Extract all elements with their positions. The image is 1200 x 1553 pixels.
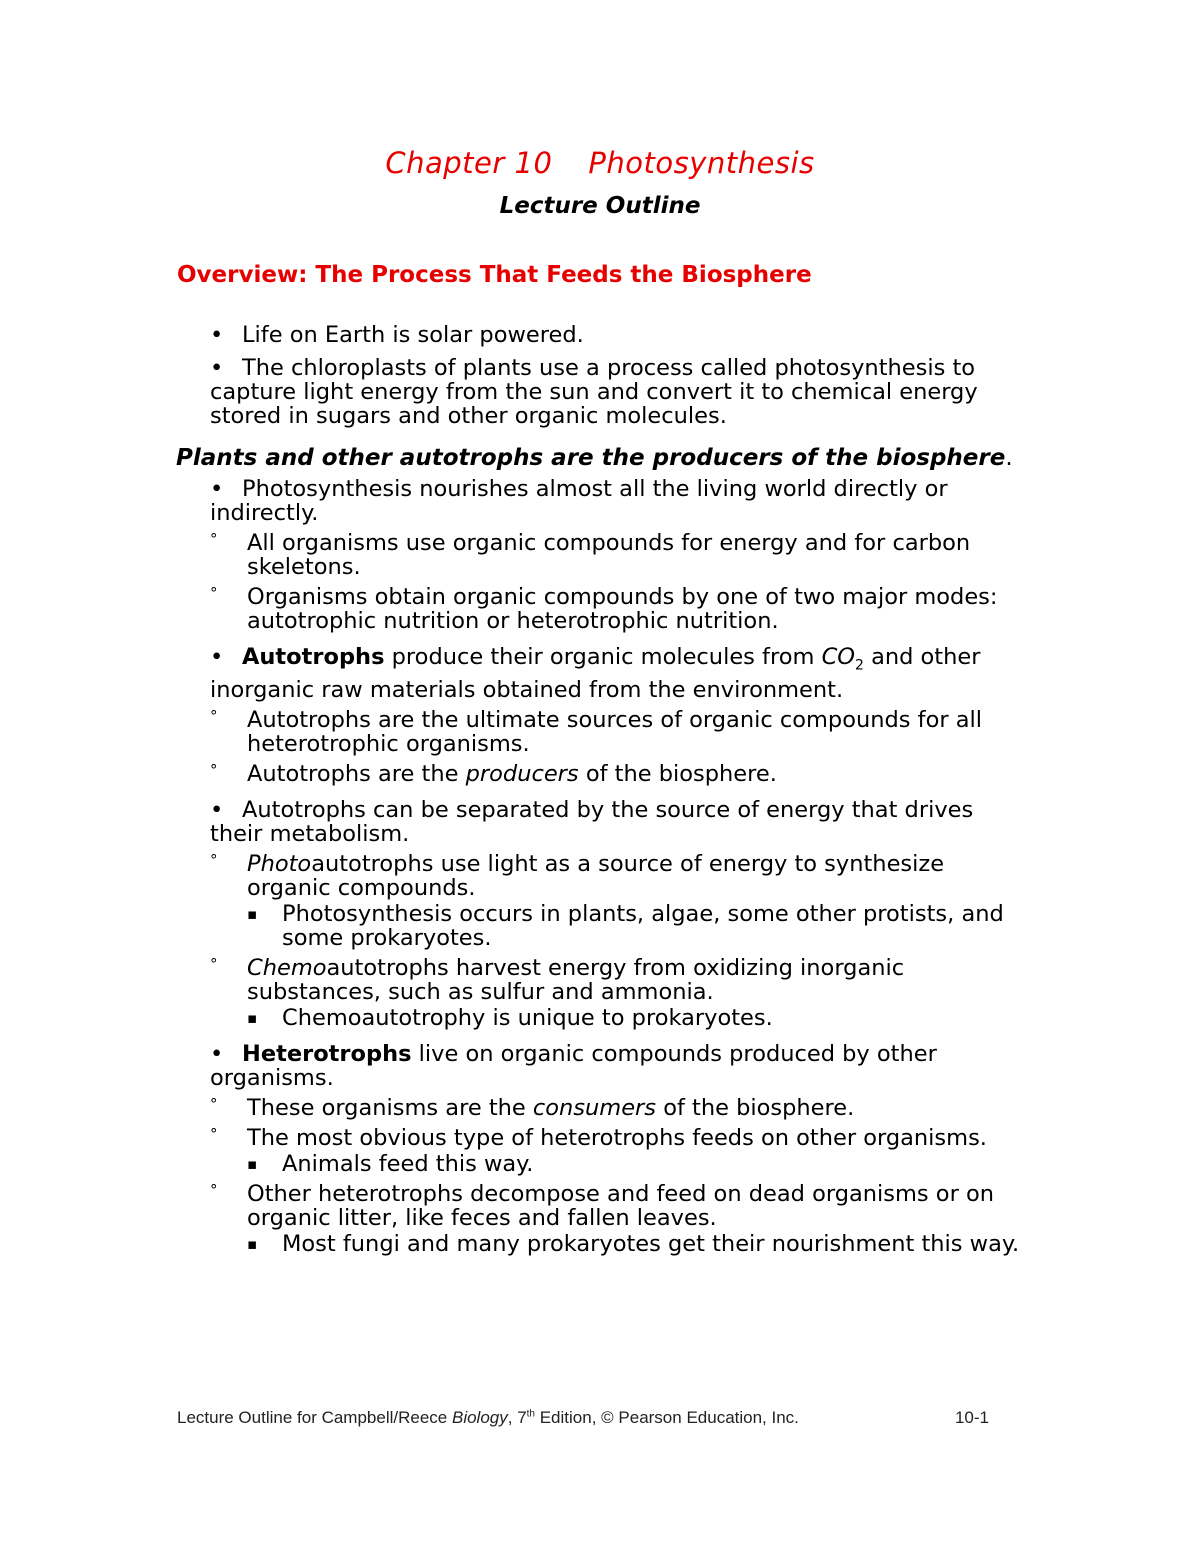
intro-bullet-1: • Life on Earth is solar powered. <box>210 322 584 348</box>
sub-bullet-mark: ° <box>210 706 218 725</box>
sub-bullet: ° Organisms obtain organic compounds by one of two major modes: autotrophic nutrition or heterotrophic nutrition. <box>210 581 1030 633</box>
bullet-mark: • <box>210 322 224 348</box>
sub-sub-bullet: ▪ Chemoautotrophy is unique to prokaryotes. <box>247 1004 773 1031</box>
square-bullet-mark: ▪ <box>247 1234 258 1253</box>
outline-body <box>176 322 1030 1257</box>
term-autotrophs: Autotrophs <box>242 644 385 670</box>
sub-bullet-mark: ° <box>210 954 218 973</box>
bullet-mark: • <box>210 476 224 502</box>
sub-sub-bullet: ▪ Photosynthesis occurs in plants, algae, some other protists, and some prokaryotes. <box>247 900 1004 951</box>
bullet-autotrophs: • Autotrophs produce their organic molecules from $CO_2$ and other inorganic raw materials obtained from the environment. <box>210 644 981 703</box>
subtitle: Lecture Outline <box>499 193 701 219</box>
square-bullet-mark: ▪ <box>247 1008 258 1027</box>
sub-bullet-mark: ° <box>210 1094 218 1113</box>
book-title: Biology <box>451 1408 508 1427</box>
sub-bullet-mark: ° <box>210 584 218 602</box>
sub-sub-bullet: ▪ Animals feed this way. <box>247 1150 534 1177</box>
square-bullet-mark: ▪ <box>247 904 258 923</box>
square-bullet-mark: ▪ <box>247 1154 258 1173</box>
sub-bullet: ° Chemoautotrophs harvest energy from oxidizing inorganic substances, such as sulfur and ammonia. <box>210 952 1030 1004</box>
bullet-mark: • <box>210 1040 224 1067</box>
intro-bullet-2: • The chloroplasts of plants use a process called photosynthesis to capture light energy from the sun and convert it to chemical energy stored in sugars and other organic molecules. <box>210 355 978 429</box>
concept-heading: Plants and other autotrophs are the producers of the biosphere. <box>176 445 1013 471</box>
page-number: 10-1 <box>954 1408 989 1427</box>
bullet-mark: • <box>210 796 224 823</box>
term-heterotrophs: Heterotrophs <box>242 1040 412 1067</box>
sub-bullet: ° The most obvious type of heterotrophs feeds on other organisms. <box>210 1122 1030 1150</box>
bullet-heterotrophs: • Heterotrophs live on organic compounds produced by other organisms. <box>210 1040 937 1091</box>
bullet-energy-source: • Autotrophs can be separated by the source of energy that drives their metabolism. <box>210 796 974 847</box>
sub-bullet: ° Photoautotrophs use light as a source of energy to synthesize organic compounds. <box>210 848 1030 900</box>
sub-bullet-mark: ° <box>210 1180 218 1199</box>
sub-bullet-mark: ° <box>210 530 218 548</box>
section-heading: Overview: The Process That Feeds the Biosphere <box>177 262 812 288</box>
sub-bullet: ° These organisms are the consumers of the biosphere. <box>210 1092 1030 1120</box>
sub-bullet-mark: ° <box>210 1124 218 1143</box>
sub-bullet: ° Autotrophs are the ultimate sources of organic compounds for all heterotrophic organisms. <box>210 704 1030 756</box>
sub-bullet: ° Other heterotrophs decompose and feed on dead organisms or on organic litter, like feces and fallen leaves. <box>210 1178 1030 1230</box>
sub-bullet-mark: ° <box>210 760 218 779</box>
page-footer: Lecture Outline for Campbell/Reece Biology, 7th Edition, © Pearson Education, Inc. 10-1 <box>177 1408 989 1427</box>
bullet-mark: • <box>210 644 224 670</box>
chapter-title <box>0 146 1200 180</box>
chapter-number: Chapter 10 <box>385 146 553 180</box>
sub-bullet: ° Autotrophs are the producers of the biosphere. <box>210 758 1030 786</box>
sub-sub-bullet: ▪ Most fungi and many prokaryotes get their nourishment this way. <box>247 1230 1020 1257</box>
sub-bullet: ° All organisms use organic compounds for energy and for carbon skeletons. <box>210 527 1030 579</box>
bullet-photosynthesis: • Photosynthesis nourishes almost all the living world directly or indirectly. <box>210 476 948 526</box>
chapter-name: Photosynthesis <box>588 146 815 180</box>
bullet-mark: • <box>210 355 224 381</box>
sub-bullet-mark: ° <box>210 850 218 869</box>
